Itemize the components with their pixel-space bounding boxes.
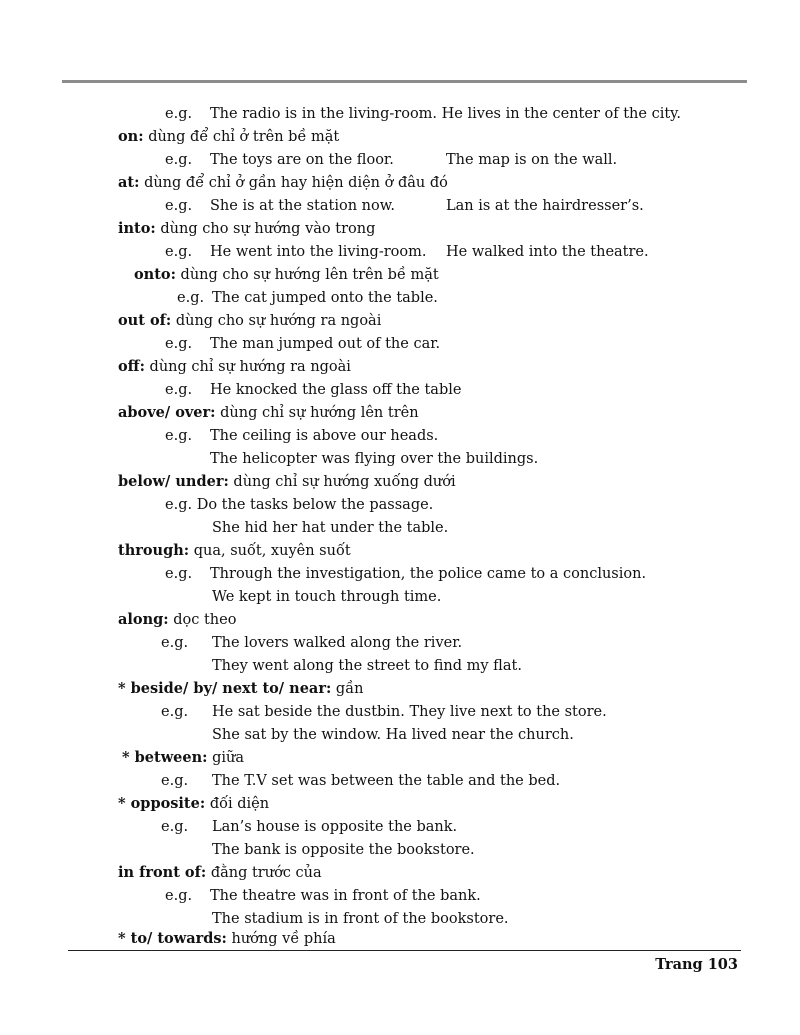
term: * beside/ by/ next to/ near: — [118, 680, 332, 697]
eg-label: e.g. — [161, 635, 189, 651]
term: off: — [118, 358, 145, 375]
definition-line — [122, 749, 244, 767]
example-line — [161, 703, 607, 721]
example-text-2: Lan is at the hairdresser’s. — [446, 198, 644, 214]
eg-label: e.g. — [165, 566, 193, 582]
definition-line — [118, 404, 419, 422]
example-line — [165, 427, 439, 445]
example-line — [165, 565, 647, 583]
term: out of: — [118, 312, 172, 329]
term: into: — [118, 220, 156, 237]
example-text: They went along the street to find my flat. — [212, 658, 522, 674]
definition: dùng cho sự hướng vào trong — [160, 221, 376, 237]
eg-label: e.g. — [161, 773, 189, 789]
example-line — [212, 519, 448, 537]
example-text: He sat beside the dustbin. They live next to the store. — [212, 704, 607, 720]
term: * opposite: — [118, 795, 206, 812]
example-line — [165, 335, 441, 353]
eg-label: e.g. — [161, 704, 189, 720]
example-line — [161, 818, 458, 836]
term: below/ under: — [118, 473, 229, 490]
example-text: The stadium is in front of the bookstore. — [212, 911, 509, 927]
definition: đằng trước của — [210, 865, 322, 881]
definition-line — [118, 473, 456, 491]
eg-label: e.g. — [165, 336, 193, 352]
definition: đối diện — [209, 796, 270, 812]
definition-line — [118, 174, 448, 192]
definition-line — [118, 930, 336, 948]
definition-line — [118, 611, 236, 629]
header-rule — [62, 80, 747, 83]
eg-label: e.g. — [177, 290, 205, 306]
term: * to/ towards: — [118, 930, 227, 947]
definition-line — [134, 266, 439, 284]
example-line — [212, 910, 509, 928]
definition: dùng cho sự hướng lên trên bề mặt — [180, 267, 439, 283]
example-text: Through the investigation, the police came to a conclusion. — [210, 566, 647, 582]
example-text: The theatre was in front of the bank. — [210, 888, 481, 904]
definition-line — [118, 864, 322, 882]
example-text: She hid her hat under the table. — [212, 520, 449, 536]
example-text: He went into the living-room. — [210, 244, 427, 260]
example-line — [165, 151, 618, 169]
definition: hướng về phía — [231, 931, 336, 947]
example-text: The toys are on the floor. — [210, 152, 394, 168]
example-line — [161, 772, 561, 790]
example-text: The T.V set was between the table and the bed. — [212, 773, 561, 789]
page-number: Trang 103 — [655, 956, 738, 973]
definition-line — [118, 312, 381, 330]
definition: giữa — [212, 750, 245, 766]
definition: qua, suốt, xuyên suốt — [193, 543, 351, 559]
example-line — [165, 197, 644, 215]
eg-label: e.g. — [165, 106, 193, 122]
example-line — [165, 381, 462, 399]
definition: dùng chỉ sự hướng lên trên — [220, 405, 419, 421]
example-line — [165, 887, 481, 905]
definition: gần — [335, 681, 364, 697]
definition-line — [118, 128, 339, 146]
example-text: She is at the station now. — [210, 198, 396, 214]
example-text: e.g. Do the tasks below the passage. — [165, 497, 434, 513]
example-line — [212, 841, 475, 859]
term: in front of: — [118, 864, 207, 881]
term: onto: — [134, 266, 176, 283]
example-text: The radio is in the living-room. He lives in the center of the city. — [210, 106, 682, 122]
example-text: She sat by the window. Ha lived near the church. — [212, 727, 574, 743]
term: at: — [118, 174, 140, 191]
definition: dùng để chỉ ở gần hay hiện diện ở đâu đó — [144, 175, 448, 191]
example-text: The cat jumped onto the table. — [212, 290, 438, 306]
example-text: The ceiling is above our heads. — [210, 428, 439, 444]
eg-label: e.g. — [165, 428, 193, 444]
eg-label: e.g. — [165, 244, 193, 260]
example-text: He knocked the glass off the table — [210, 382, 462, 398]
example-text: The helicopter was flying over the buildings. — [210, 451, 539, 467]
example-line — [177, 289, 438, 307]
example-text: The lovers walked along the river. — [212, 635, 463, 651]
term: through: — [118, 542, 190, 559]
example-text-2: He walked into the theatre. — [446, 244, 649, 260]
footer-rule — [68, 950, 741, 951]
definition: dùng để chỉ ở trên bề mặt — [148, 129, 340, 145]
example-line — [165, 496, 433, 514]
definition: dùng chỉ sự hướng ra ngoài — [149, 359, 351, 375]
term: along: — [118, 611, 169, 628]
term: on: — [118, 128, 144, 145]
definition-line — [118, 358, 351, 376]
definition-line — [118, 542, 351, 560]
eg-label: e.g. — [161, 819, 189, 835]
eg-label: e.g. — [165, 888, 193, 904]
definition-line — [118, 795, 269, 813]
term: above/ over: — [118, 404, 216, 421]
eg-label: e.g. — [165, 382, 193, 398]
example-line — [210, 450, 538, 468]
example-line — [212, 726, 574, 744]
example-text: We kept in touch through time. — [212, 589, 442, 605]
term: * between: — [122, 749, 208, 766]
example-text-2: The map is on the wall. — [446, 152, 618, 168]
definition-line — [118, 220, 375, 238]
example-line — [165, 105, 682, 123]
example-line — [212, 657, 522, 675]
definition: dọc theo — [173, 612, 237, 628]
example-text: The man jumped out of the car. — [210, 336, 441, 352]
definition: dùng cho sự hướng ra ngoài — [175, 313, 382, 329]
eg-label: e.g. — [165, 198, 193, 214]
eg-label: e.g. — [165, 152, 193, 168]
example-line — [165, 243, 649, 261]
definition: dùng chỉ sự hướng xuống dưới — [233, 474, 456, 490]
definition-line — [118, 680, 363, 698]
example-line — [161, 634, 463, 652]
example-line — [212, 588, 441, 606]
example-text: Lan’s house is opposite the bank. — [212, 819, 458, 835]
example-text: The bank is opposite the bookstore. — [212, 842, 475, 858]
